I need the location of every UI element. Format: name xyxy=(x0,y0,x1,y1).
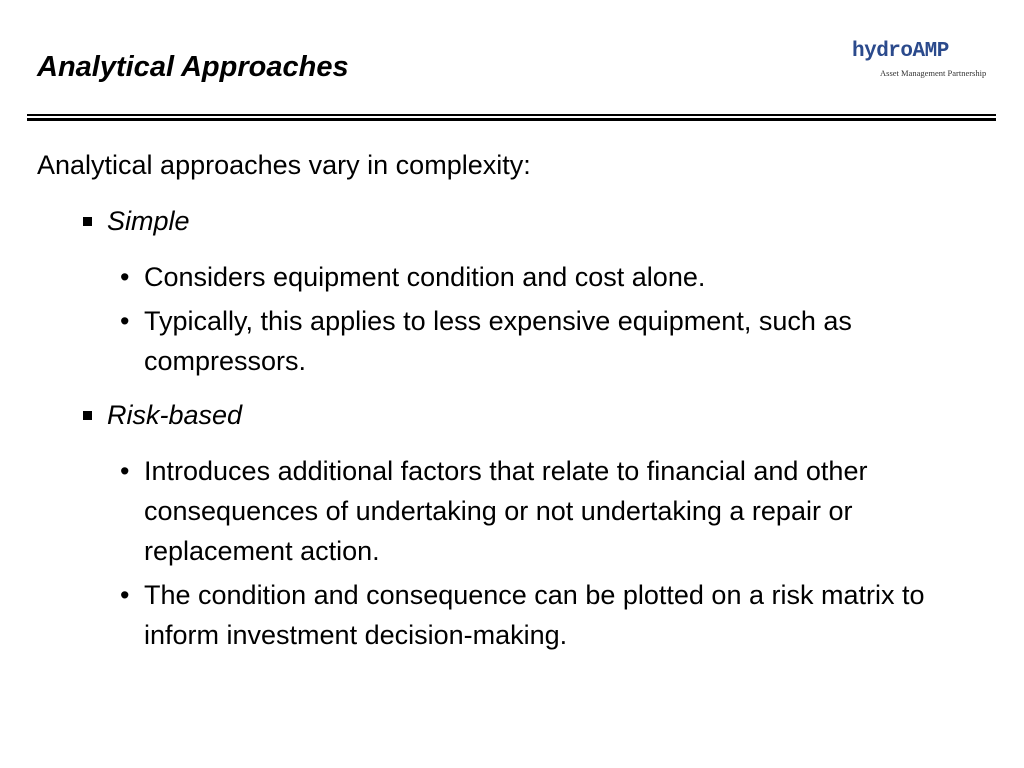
bullet-dot-icon: • xyxy=(120,580,130,610)
slide-title: Analytical Approaches xyxy=(37,51,349,83)
title-divider-thick xyxy=(27,118,996,121)
bullet-point xyxy=(37,257,934,297)
bullet-dot-icon: • xyxy=(120,456,130,486)
section-heading-risk-based xyxy=(37,393,997,437)
section-heading-label: Simple xyxy=(107,206,190,236)
bullet-text: The condition and consequence can be plotted on a risk matrix to inform investment decision-making. xyxy=(144,580,925,650)
slide-body xyxy=(37,143,997,655)
section-heading-simple xyxy=(37,199,997,243)
section-heading-label: Risk-based xyxy=(107,400,243,430)
intro-text: Analytical approaches vary in complexity: xyxy=(37,150,531,180)
bullet-dot-icon: • xyxy=(120,306,130,336)
bullet-point xyxy=(37,301,934,381)
logo-subtitle: Asset Management Partnership xyxy=(880,68,987,78)
bullet-dot-icon: • xyxy=(120,262,130,292)
bullet-point xyxy=(37,575,934,655)
square-bullet-icon xyxy=(83,411,92,420)
bullet-text: Typically, this applies to less expensive equipment, such as compressors. xyxy=(144,306,852,376)
square-bullet-icon xyxy=(83,217,92,226)
title-divider-thin xyxy=(27,114,996,116)
bullet-point xyxy=(37,451,934,571)
bullet-text: Introduces additional factors that relate to financial and other consequences of undertaking or not undertaking a repair or replacement action. xyxy=(144,456,868,566)
bullet-text: Considers equipment condition and cost alone. xyxy=(144,262,706,292)
logo-wordmark: hydroAMP xyxy=(852,40,949,63)
hydroamp-logo xyxy=(852,40,987,80)
